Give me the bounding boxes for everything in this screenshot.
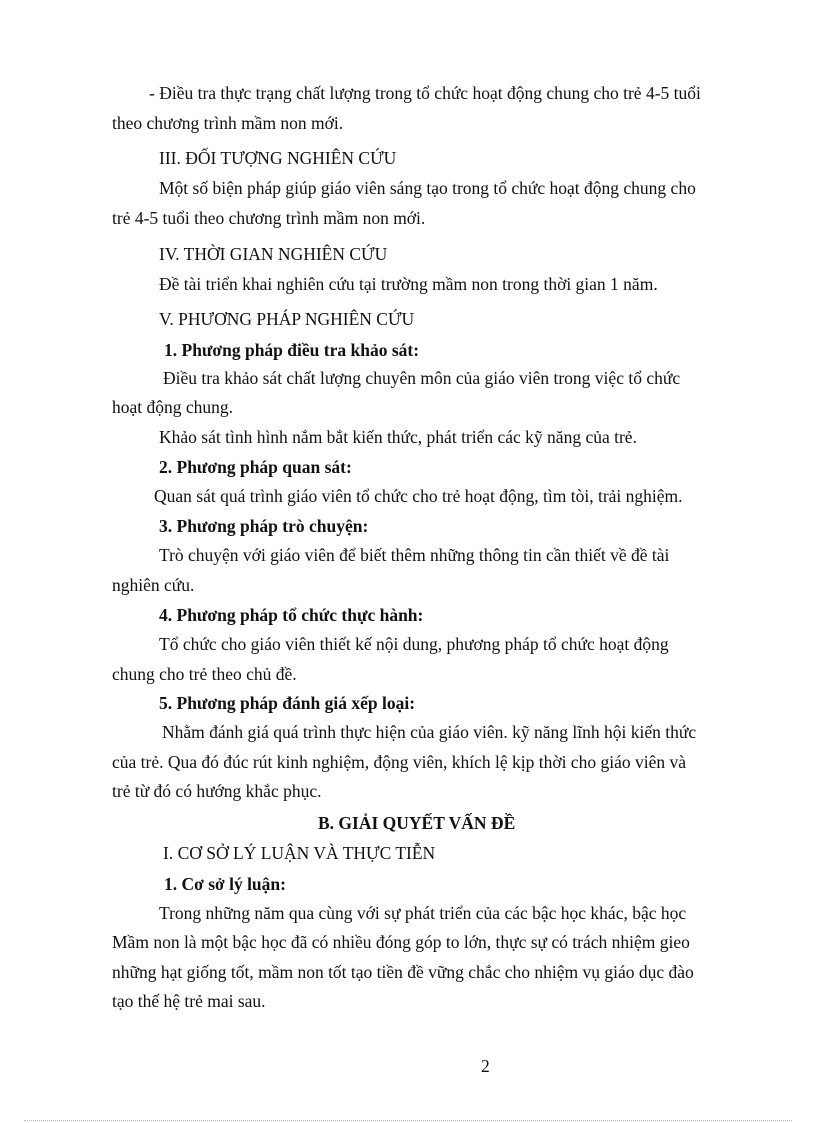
page-bottom-divider: [24, 1120, 792, 1121]
subsection-1-line-4: tạo thế hệ trẻ mai sau.: [112, 991, 266, 1011]
subsection-1-line-3: những hạt giống tốt, mầm non tốt tạo tiền đề vững chắc cho nhiệm vụ giáo dục đào: [112, 962, 694, 982]
section-iii-line-2: trẻ 4-5 tuổi theo chương trình mầm non mới.: [112, 208, 426, 228]
intro-line-1: - Điều tra thực trạng chất lượng trong tổ chức hoạt động chung cho trẻ 4-5 tuổi: [149, 83, 701, 103]
method-2-heading: 2. Phương pháp quan sát:: [159, 457, 352, 477]
section-iii-line-1: Một số biện pháp giúp giáo viên sáng tạo trong tổ chức hoạt động chung cho: [159, 178, 696, 198]
method-4-heading: 4. Phương pháp tổ chức thực hành:: [159, 605, 424, 625]
subsection-1-heading: 1. Cơ sở lý luận:: [164, 874, 286, 894]
section-heading-iv: IV. THỜI GIAN NGHIÊN CỨU: [159, 244, 388, 264]
page-number: 2: [481, 1056, 490, 1076]
method-1-line-1: Điều tra khảo sát chất lượng chuyên môn của giáo viên trong việc tổ chức: [163, 368, 681, 388]
method-3-line-1: Trò chuyện với giáo viên để biết thêm những thông tin cần thiết về đề tài: [159, 545, 670, 565]
method-1-line-2: hoạt động chung.: [112, 397, 234, 417]
part-b-heading: B. GIẢI QUYẾT VẤN ĐỀ: [318, 813, 516, 833]
method-3-line-2: nghiên cứu.: [112, 575, 195, 595]
section-heading-iii: III. ĐỐI TƯỢNG NGHIÊN CỨU: [159, 148, 397, 168]
method-5-heading: 5. Phương pháp đánh giá xếp loại:: [159, 693, 416, 713]
subsection-1-line-2: Mầm non là một bậc học đã có nhiều đóng góp to lớn, thực sự có trách nhiệm gieo: [112, 932, 690, 952]
section-heading-v: V. PHƯƠNG PHÁP NGHIÊN CỨU: [159, 309, 415, 329]
section-iv-line-1: Đề tài triển khai nghiên cứu tại trường mầm non trong thời gian 1 năm.: [159, 274, 658, 294]
method-1-heading: 1. Phương pháp điều tra khảo sát:: [164, 340, 420, 360]
method-4-line-2: chung cho trẻ theo chủ đề.: [112, 664, 297, 684]
subsection-1-line-1: Trong những năm qua cùng với sự phát triển của các bậc học khác, bậc học: [159, 903, 687, 923]
method-4-line-1: Tổ chức cho giáo viên thiết kế nội dung, phương pháp tổ chức hoạt động: [159, 634, 669, 654]
section-heading-i: I. CƠ SỞ LÝ LUẬN VÀ THỰC TIỄN: [163, 843, 436, 863]
method-2-line-1: Quan sát quá trình giáo viên tổ chức cho trẻ hoạt động, tìm tòi, trải nghiệm.: [154, 486, 683, 506]
method-5-line-2: của trẻ. Qua đó đúc rút kinh nghiệm, động viên, khích lệ kịp thời cho giáo viên và: [112, 752, 686, 772]
method-1-line-3: Khảo sát tình hình nắm bắt kiến thức, phát triển các kỹ năng của trẻ.: [159, 427, 637, 447]
intro-line-2: theo chương trình mầm non mới.: [112, 113, 344, 133]
method-5-line-1: Nhằm đánh giá quá trình thực hiện của giáo viên. kỹ năng lĩnh hội kiến thức: [162, 722, 697, 742]
method-3-heading: 3. Phương pháp trò chuyện:: [159, 516, 369, 536]
method-5-line-3: trẻ từ đó có hướng khắc phục.: [112, 781, 322, 801]
